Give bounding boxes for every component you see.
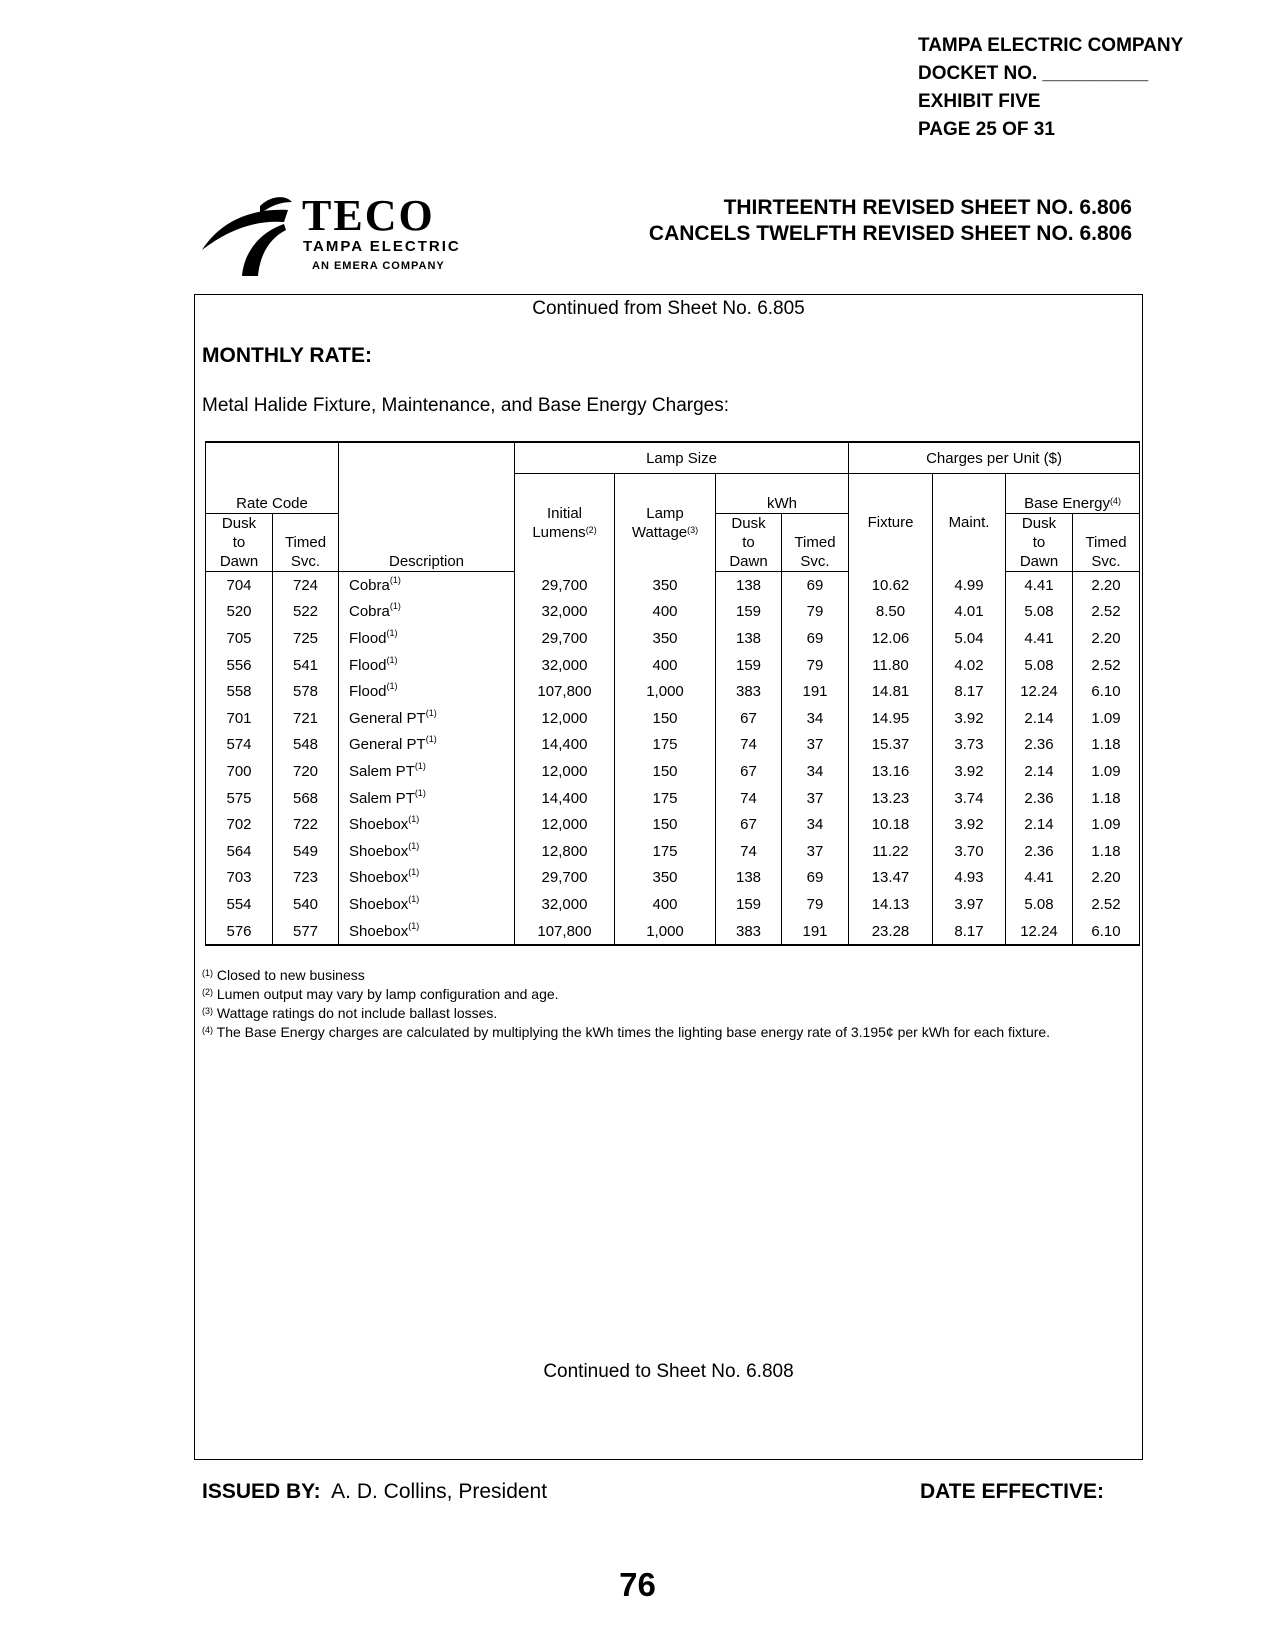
- kwh-dusk-cell: 74: [716, 785, 782, 812]
- table-row: [206, 652, 1140, 679]
- footnote: [202, 985, 1132, 1004]
- svc-label: Svc.: [1091, 553, 1121, 570]
- be-dusk-cell: 2.14: [1006, 758, 1073, 785]
- kwh-timed-cell: 37: [782, 785, 849, 812]
- company-name: TAMPA ELECTRIC COMPANY: [918, 35, 1184, 56]
- logo-teco-text: TECO: [302, 191, 435, 240]
- rate-dusk-cell: 575: [206, 785, 273, 812]
- description-text: General PT: [349, 709, 426, 727]
- footnote: [202, 966, 1132, 985]
- initial-lumens-header: [515, 474, 615, 572]
- rate-timed-cell: 548: [273, 732, 339, 759]
- footnote-marker: (1): [408, 814, 420, 825]
- charges-header: Charges per Unit ($): [849, 442, 1140, 474]
- footnote-marker: (1): [414, 760, 426, 771]
- dawn-label: Dawn: [1019, 553, 1059, 570]
- table-row: [206, 838, 1140, 865]
- maint-cell: 3.70: [933, 838, 1006, 865]
- footnotes: [202, 966, 1132, 1042]
- svc-label: Svc.: [800, 553, 830, 570]
- be-dusk-header: [1006, 514, 1073, 572]
- maint-cell: 4.93: [933, 865, 1006, 892]
- be-timed-cell: 6.10: [1073, 918, 1140, 946]
- description-text: Shoebox: [349, 895, 409, 913]
- be-dusk-cell: 2.14: [1006, 705, 1073, 732]
- rate-table-body: [206, 572, 1140, 946]
- be-dusk-cell: 5.08: [1006, 599, 1073, 626]
- footnote-marker: (1): [386, 681, 398, 692]
- be-timed-cell: 2.20: [1073, 572, 1140, 599]
- be-timed-cell: 1.09: [1073, 758, 1140, 785]
- lumens-cell: 32,000: [515, 599, 615, 626]
- kwh-timed-cell: 69: [782, 865, 849, 892]
- table-subtitle: Metal Halide Fixture, Maintenance, and Base Energy Charges:: [202, 395, 729, 416]
- wattage-cell: 350: [615, 572, 716, 599]
- svc-label: Svc.: [290, 553, 321, 570]
- lumens-cell: 29,700: [515, 865, 615, 892]
- wattage-cell: 150: [615, 758, 716, 785]
- be-dusk-cell: 12.24: [1006, 918, 1073, 946]
- lumens-note: (2): [585, 524, 597, 535]
- lumens-label: Lumens: [532, 523, 586, 541]
- fixture-cell: 13.47: [849, 865, 933, 892]
- monthly-rate-heading: MONTHLY RATE:: [202, 344, 372, 367]
- be-dusk-cell: 5.08: [1006, 891, 1073, 918]
- description-cell: [339, 811, 515, 838]
- be-dusk-cell: 12.24: [1006, 678, 1073, 705]
- wattage-cell: 350: [615, 625, 716, 652]
- fixture-cell: 14.95: [849, 705, 933, 732]
- dawn-label: Dawn: [219, 553, 259, 570]
- continued-to: Continued to Sheet No. 6.808: [543, 1361, 794, 1382]
- kwh-timed-cell: 191: [782, 918, 849, 946]
- rate-timed-header: [273, 514, 339, 572]
- maint-cell: 5.04: [933, 625, 1006, 652]
- table-row: [206, 625, 1140, 652]
- table-row: [206, 678, 1140, 705]
- footnote-marker: (1): [389, 574, 401, 585]
- rate-timed-cell: 568: [273, 785, 339, 812]
- wattage-note: (3): [687, 524, 699, 535]
- teco-logo: [200, 192, 520, 277]
- description-text: Shoebox: [349, 869, 409, 887]
- rate-dusk-cell: 556: [206, 652, 273, 679]
- dawn-label: Dawn: [729, 553, 768, 570]
- be-dusk-cell: 2.36: [1006, 732, 1073, 759]
- kwh-timed-header: [782, 514, 849, 572]
- dusk-label: Dusk: [1021, 515, 1057, 532]
- lumens-cell: 14,400: [515, 732, 615, 759]
- table-row: [206, 599, 1140, 626]
- maint-cell: 3.73: [933, 732, 1006, 759]
- kwh-dusk-cell: 383: [716, 678, 782, 705]
- logo-tampa-electric: TAMPA ELECTRIC: [303, 238, 461, 255]
- footnote-marker: (1): [386, 627, 398, 638]
- description-cell: [339, 891, 515, 918]
- be-timed-header: [1073, 514, 1140, 572]
- footnote-marker: (1): [408, 893, 420, 904]
- rate-timed-cell: 721: [273, 705, 339, 732]
- wattage-cell: 150: [615, 811, 716, 838]
- be-timed-cell: 1.18: [1073, 732, 1140, 759]
- description-text: Flood: [349, 629, 387, 647]
- issued-by: [202, 1480, 547, 1504]
- maint-cell: 3.92: [933, 705, 1006, 732]
- lumens-cell: 32,000: [515, 891, 615, 918]
- table-row: [206, 572, 1140, 599]
- lamp-wattage-header: [615, 474, 716, 572]
- description-cell: [339, 758, 515, 785]
- rate-timed-cell: 722: [273, 811, 339, 838]
- to-label: to: [742, 534, 755, 551]
- wattage-cell: 1,000: [615, 678, 716, 705]
- description-cell: [339, 785, 515, 812]
- rate-timed-cell: 577: [273, 918, 339, 946]
- rate-dusk-cell: 703: [206, 865, 273, 892]
- kwh-dusk-header: [716, 514, 782, 572]
- rate-timed-cell: 540: [273, 891, 339, 918]
- be-timed-cell: 6.10: [1073, 678, 1140, 705]
- wattage-cell: 400: [615, 599, 716, 626]
- kwh-header: kWh: [716, 474, 849, 514]
- dusk-label: Dusk: [221, 515, 257, 532]
- maint-cell: 4.02: [933, 652, 1006, 679]
- lumens-cell: 107,800: [515, 678, 615, 705]
- kwh-dusk-cell: 138: [716, 865, 782, 892]
- rate-timed-cell: 724: [273, 572, 339, 599]
- rate-timed-cell: 522: [273, 599, 339, 626]
- footnote-text: Closed to new business: [213, 967, 365, 983]
- table-row: [206, 918, 1140, 946]
- issued-by-value: A. D. Collins, President: [331, 1480, 548, 1503]
- lumens-cell: 32,000: [515, 652, 615, 679]
- maint-header: Maint.: [933, 474, 1006, 572]
- docket-number: DOCKET NO. __________: [918, 63, 1149, 84]
- rate-dusk-cell: 704: [206, 572, 273, 599]
- fixture-cell: 13.23: [849, 785, 933, 812]
- description-text: Flood: [349, 683, 387, 701]
- rate-dusk-cell: 558: [206, 678, 273, 705]
- rate-dusk-cell: 701: [206, 705, 273, 732]
- lamp-size-header: Lamp Size: [515, 442, 849, 474]
- description-text: Cobra: [349, 603, 390, 621]
- maint-cell: 8.17: [933, 918, 1006, 946]
- maint-cell: 4.01: [933, 599, 1006, 626]
- footnote-marker: (1): [408, 920, 420, 931]
- footnote-mark: (2): [202, 987, 213, 997]
- rate-dusk-cell: 554: [206, 891, 273, 918]
- description-text: Shoebox: [349, 842, 409, 860]
- maint-cell: 4.99: [933, 572, 1006, 599]
- description-cell: [339, 918, 515, 946]
- kwh-timed-cell: 34: [782, 705, 849, 732]
- be-dusk-cell: 5.08: [1006, 652, 1073, 679]
- be-dusk-cell: 4.41: [1006, 572, 1073, 599]
- page-of-label: PAGE 25 OF 31: [918, 119, 1055, 140]
- footnote-text: Lumen output may vary by lamp configuration and age.: [213, 986, 559, 1002]
- wattage-cell: 175: [615, 785, 716, 812]
- footnote-marker: (1): [389, 601, 401, 612]
- kwh-timed-cell: 79: [782, 599, 849, 626]
- kwh-dusk-cell: 159: [716, 891, 782, 918]
- description-cell: [339, 705, 515, 732]
- be-dusk-cell: 4.41: [1006, 865, 1073, 892]
- rate-dusk-header: [206, 514, 273, 572]
- description-cell: [339, 599, 515, 626]
- be-timed-cell: 1.09: [1073, 811, 1140, 838]
- kwh-timed-cell: 37: [782, 732, 849, 759]
- lumens-cell: 29,700: [515, 625, 615, 652]
- sheet-line-1: THIRTEENTH REVISED SHEET NO. 6.806: [723, 196, 1132, 219]
- table-row: [206, 732, 1140, 759]
- be-timed-cell: 1.18: [1073, 785, 1140, 812]
- description-cell: [339, 572, 515, 599]
- description-cell: [339, 838, 515, 865]
- rate-dusk-cell: 702: [206, 811, 273, 838]
- rate-timed-cell: 541: [273, 652, 339, 679]
- kwh-dusk-cell: 67: [716, 811, 782, 838]
- kwh-dusk-cell: 67: [716, 758, 782, 785]
- rate-dusk-cell: 705: [206, 625, 273, 652]
- maint-cell: 8.17: [933, 678, 1006, 705]
- description-text: General PT: [349, 736, 426, 754]
- footnote-text: Wattage ratings do not include ballast losses.: [213, 1005, 498, 1021]
- lumens-cell: 107,800: [515, 918, 615, 946]
- kwh-timed-cell: 34: [782, 758, 849, 785]
- rate-timed-cell: 720: [273, 758, 339, 785]
- sheet-number: [649, 195, 1132, 247]
- maint-cell: 3.92: [933, 811, 1006, 838]
- issued-by-label: ISSUED BY:: [202, 1480, 321, 1503]
- rate-dusk-cell: 576: [206, 918, 273, 946]
- rate-dusk-cell: 574: [206, 732, 273, 759]
- footnote: [202, 1004, 1132, 1023]
- maint-cell: 3.74: [933, 785, 1006, 812]
- fixture-cell: 14.81: [849, 678, 933, 705]
- footnote-mark: (3): [202, 1006, 213, 1016]
- be-timed-cell: 2.20: [1073, 625, 1140, 652]
- lumens-cell: 14,400: [515, 785, 615, 812]
- rate-timed-cell: 723: [273, 865, 339, 892]
- be-dusk-cell: 4.41: [1006, 625, 1073, 652]
- footnote-text: The Base Energy charges are calculated by multiplying the kWh times the lighting base energy rate of 3.195¢ per kWh for each fixture.: [213, 1024, 1051, 1040]
- footnote-mark: (1): [202, 968, 213, 978]
- lumens-cell: 12,000: [515, 811, 615, 838]
- rate-dusk-cell: 520: [206, 599, 273, 626]
- rate-timed-cell: 725: [273, 625, 339, 652]
- wattage-cell: 400: [615, 891, 716, 918]
- table-row: [206, 891, 1140, 918]
- kwh-dusk-cell: 383: [716, 918, 782, 946]
- fixture-cell: 11.22: [849, 838, 933, 865]
- base-energy-note: (4): [1109, 496, 1121, 506]
- fixture-cell: 23.28: [849, 918, 933, 946]
- description-cell: [339, 732, 515, 759]
- description-cell: [339, 865, 515, 892]
- footnote: [202, 1023, 1132, 1042]
- date-effective: DATE EFFECTIVE:: [920, 1480, 1104, 1503]
- fixture-cell: 13.16: [849, 758, 933, 785]
- description-cell: [339, 652, 515, 679]
- be-dusk-cell: 2.36: [1006, 838, 1073, 865]
- fixture-cell: 8.50: [849, 599, 933, 626]
- table-row: [206, 865, 1140, 892]
- table-row: [206, 758, 1140, 785]
- rate-dusk-cell: 700: [206, 758, 273, 785]
- timed-label: Timed: [794, 534, 836, 551]
- description-text: Salem PT: [349, 789, 415, 807]
- kwh-timed-cell: 191: [782, 678, 849, 705]
- document-header: [918, 32, 1183, 144]
- wattage-cell: 1,000: [615, 918, 716, 946]
- fixture-cell: 12.06: [849, 625, 933, 652]
- fixture-cell: 10.62: [849, 572, 933, 599]
- wattage-label: Wattage: [631, 523, 688, 541]
- rate-timed-cell: 549: [273, 838, 339, 865]
- wattage-cell: 350: [615, 865, 716, 892]
- wattage-cell: 400: [615, 652, 716, 679]
- fixture-header: Fixture: [849, 474, 933, 572]
- fixture-cell: 11.80: [849, 652, 933, 679]
- maint-cell: 3.97: [933, 891, 1006, 918]
- exhibit-label: EXHIBIT FIVE: [918, 91, 1041, 112]
- kwh-timed-cell: 79: [782, 891, 849, 918]
- be-timed-cell: 1.09: [1073, 705, 1140, 732]
- description-text: Shoebox: [349, 816, 409, 834]
- fixture-cell: 15.37: [849, 732, 933, 759]
- continued-from: Continued from Sheet No. 6.805: [532, 298, 805, 319]
- description-text: Cobra: [349, 576, 390, 594]
- description-cell: [339, 625, 515, 652]
- timed-label: Timed: [284, 534, 327, 551]
- be-timed-cell: 1.18: [1073, 838, 1140, 865]
- kwh-dusk-cell: 159: [716, 599, 782, 626]
- kwh-timed-cell: 34: [782, 811, 849, 838]
- rate-table: [205, 441, 1140, 946]
- kwh-dusk-cell: 67: [716, 705, 782, 732]
- kwh-dusk-cell: 138: [716, 625, 782, 652]
- lumens-cell: 12,800: [515, 838, 615, 865]
- logo-emera: AN EMERA COMPANY: [312, 260, 445, 272]
- kwh-timed-cell: 69: [782, 625, 849, 652]
- dusk-label: Dusk: [731, 515, 766, 532]
- sheet-line-2: CANCELS TWELFTH REVISED SHEET NO. 6.806: [648, 222, 1132, 245]
- wattage-cell: 175: [615, 732, 716, 759]
- description-text: Salem PT: [349, 762, 415, 780]
- teco-swoosh-icon: [200, 192, 300, 277]
- be-dusk-cell: 2.36: [1006, 785, 1073, 812]
- kwh-dusk-cell: 159: [716, 652, 782, 679]
- footnote-marker: (1): [408, 867, 420, 878]
- be-dusk-cell: 2.14: [1006, 811, 1073, 838]
- lumens-cell: 29,700: [515, 572, 615, 599]
- rate-code-header: Rate Code: [206, 442, 339, 514]
- description-cell: [339, 678, 515, 705]
- fixture-cell: 14.13: [849, 891, 933, 918]
- kwh-dusk-cell: 74: [716, 838, 782, 865]
- lumens-cell: 12,000: [515, 758, 615, 785]
- kwh-dusk-cell: 138: [716, 572, 782, 599]
- table-row: [206, 785, 1140, 812]
- footnote-marker: (1): [414, 787, 426, 798]
- maint-cell: 3.92: [933, 758, 1006, 785]
- base-energy-header: [1006, 474, 1140, 514]
- footnote-marker: (1): [386, 654, 398, 665]
- be-timed-cell: 2.52: [1073, 599, 1140, 626]
- be-timed-cell: 2.52: [1073, 891, 1140, 918]
- rate-timed-cell: 578: [273, 678, 339, 705]
- kwh-dusk-cell: 74: [716, 732, 782, 759]
- rate-dusk-cell: 564: [206, 838, 273, 865]
- to-label: to: [232, 534, 246, 551]
- table-row: [206, 811, 1140, 838]
- page-number: 76: [619, 1566, 656, 1603]
- fixture-cell: 10.18: [849, 811, 933, 838]
- base-energy-label: Base Energy: [1024, 495, 1110, 512]
- footnote-marker: (1): [425, 707, 437, 718]
- timed-label: Timed: [1085, 534, 1127, 551]
- wattage-cell: 175: [615, 838, 716, 865]
- footnote-mark: (4): [202, 1025, 213, 1035]
- footnote-marker: (1): [408, 840, 420, 851]
- table-row: [206, 705, 1140, 732]
- lamp-label: Lamp: [646, 504, 684, 522]
- footnote-marker: (1): [425, 734, 437, 745]
- lumens-cell: 12,000: [515, 705, 615, 732]
- kwh-timed-cell: 79: [782, 652, 849, 679]
- initial-label: Initial: [546, 504, 583, 522]
- be-timed-cell: 2.52: [1073, 652, 1140, 679]
- kwh-timed-cell: 69: [782, 572, 849, 599]
- wattage-cell: 150: [615, 705, 716, 732]
- be-timed-cell: 2.20: [1073, 865, 1140, 892]
- kwh-timed-cell: 37: [782, 838, 849, 865]
- description-text: Shoebox: [349, 922, 409, 940]
- description-header: Description: [339, 442, 515, 572]
- description-text: Flood: [349, 656, 387, 674]
- to-label: to: [1032, 534, 1046, 551]
